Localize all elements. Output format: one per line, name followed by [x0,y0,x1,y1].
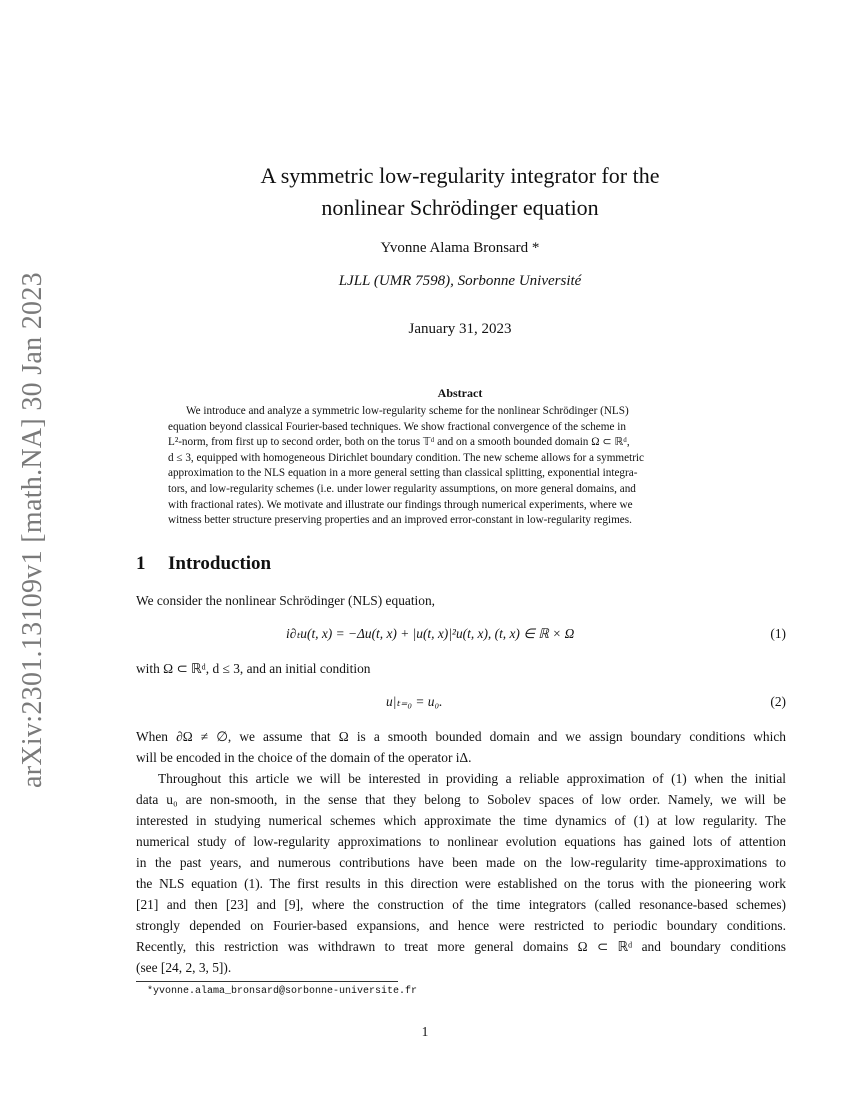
section-title: Introduction [168,553,272,574]
paragraph-line: (see [24, 2, 3, 5]). [136,960,232,975]
equation-1-number: (1) [770,626,786,641]
abstract-heading: Abstract [437,386,483,400]
paragraph-line: When ∂Ω ≠ ∅, we assume that Ω is a smooth bounded domain and we assign boundary conditions which [136,729,786,744]
abstract-line: approximation to the NLS equation in a more general setting than classical splitting, exponential integra- [168,467,638,480]
equation-2 [136,694,786,714]
page-number: 1 [421,1024,429,1039]
abstract-line: We introduce and analyze a symmetric low-regularity scheme for the nonlinear Schrödinger (NLS) [186,405,629,417]
paragraph-line: in the past years, and numerous contributions have been made on the low-regularity time-approximations to [136,855,786,870]
title-line-1: A symmetric low-regularity integrator for the [260,163,660,188]
arxiv-sidebar-stamp [8,265,58,795]
paper-title [150,160,770,224]
paragraph-intro [136,590,786,611]
abstract-line: tors, and low-regularity schemes (i.e. under lower regularity assumptions, on more general domains, and [168,482,636,495]
affiliation: LJLL (UMR 7598), Sorbonne Université [338,273,582,289]
abstract-line: equation beyond classical Fourier-based techniques. We show fractional convergence of the scheme in [168,420,626,433]
paragraph-line: We consider the nonlinear Schrödinger (NLS) equation, [136,593,436,608]
abstract-line: with fractional rates). We motivate and illustrate our findings through numerical experiments, where we [168,498,633,511]
equation-1-body: i∂ₜu(t, x) = −Δu(t, x) + |u(t, x)|²u(t, x), (t, x) ∈ ℝ × Ω [286,626,575,641]
paragraph-boundary [136,726,786,768]
paragraph-line: data u₀ are non-smooth, in the sense that they belong to Sobolev spaces of low order. Namely, we will be [136,792,786,807]
footnote-email: *yvonne.alama_bronsard@sorbonne-universite.fr [147,986,418,997]
paragraph-line: strongly depended on Fourier-based expansions, and hence were restricted to periodic boundary conditions. [136,918,786,933]
author-name: Yvonne Alama Bronsard * [380,240,540,256]
section-heading [136,553,271,575]
paragraph-line: interested in studying numerical schemes which approximate the time dynamics of (1) at low regularity. The [136,813,786,828]
equation-1 [136,626,786,646]
paragraph-domain [136,658,786,679]
arxiv-identifier: arXiv:2301.13109v1 [math.NA] 30 Jan 2023 [17,272,48,788]
paragraph-line: the NLS equation (1). The first results in this direction were established on the torus with the pioneering work [136,876,786,891]
equation-2-number: (2) [770,694,786,709]
paragraph-line: Recently, this restriction was withdrawn to treat more general domains Ω ⊂ ℝᵈ and boundary conditions [136,939,786,954]
equation-2-body: u|ₜ₌₀ = u₀. [386,694,443,709]
paragraph-line: with Ω ⊂ ℝᵈ, d ≤ 3, and an initial condition [136,661,371,676]
footnote-divider [136,981,398,982]
paragraph-line: numerical study of low-regularity approximations to nonlinear evolution equations has gained lots of attention [136,834,786,849]
title-line-2: nonlinear Schrödinger equation [321,195,599,220]
abstract-line: L²-norm, from first up to second order, both on the torus 𝕋ᵈ and on a smooth bounded domain Ω ⊂ ℝᵈ, [168,436,630,449]
abstract-line: witness better structure preserving properties and an improved error-constant in low-regularity regimes. [168,514,632,527]
section-number: 1 [136,553,146,574]
publication-date: January 31, 2023 [408,321,512,337]
paragraph-line: will be encoded in the choice of the domain of the operator iΔ. [136,750,472,765]
abstract-body [168,404,752,529]
paragraph-line: Throughout this article we will be interested in providing a reliable approximation of (1) when the initial [158,771,786,786]
abstract-line: d ≤ 3, equipped with homogeneous Dirichlet boundary condition. The new scheme allows for a symmetric [168,451,645,464]
paragraph-line: [21] and then [23] and [9], where the construction of the time integrators (called resonance-based schemes) [136,897,786,912]
paragraph-motivation [136,768,786,978]
